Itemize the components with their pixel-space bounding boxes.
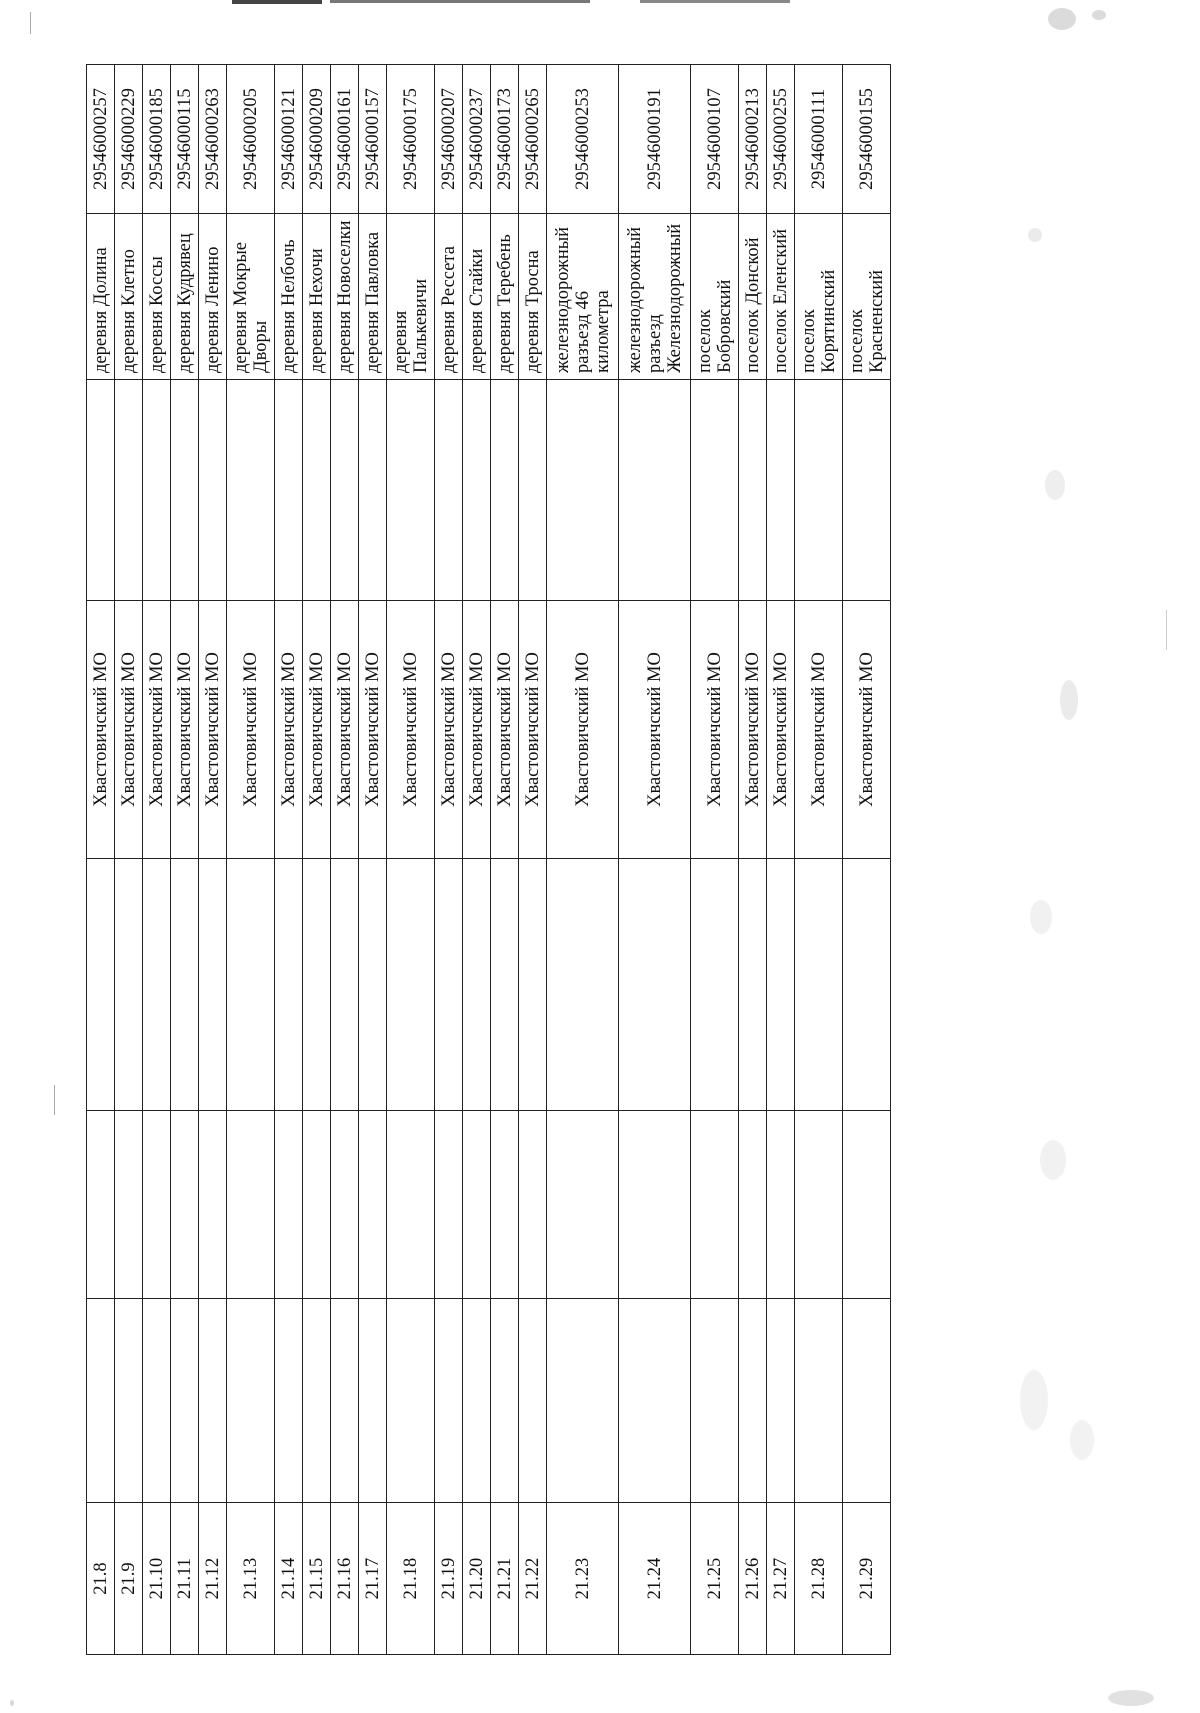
municipality-cell: Хвастовичский МО bbox=[619, 601, 691, 859]
row-number-cell: 21.19 bbox=[435, 1503, 463, 1655]
row-number-cell: 21.15 bbox=[303, 1503, 331, 1655]
row-number-cell: 21.20 bbox=[463, 1503, 491, 1655]
empty-cell bbox=[275, 859, 303, 1111]
scan-line bbox=[54, 1085, 55, 1115]
empty-cell bbox=[767, 1299, 795, 1503]
oktmo-code-cell: 29546000121 bbox=[275, 65, 303, 214]
empty-cell bbox=[87, 1299, 115, 1503]
municipality-cell: Хвастовичский МО bbox=[767, 601, 795, 859]
empty-cell bbox=[115, 1299, 143, 1503]
municipality-cell: Хвастовичский МО bbox=[227, 601, 275, 859]
empty-cell bbox=[387, 1111, 435, 1299]
empty-cell bbox=[171, 859, 199, 1111]
table-row bbox=[227, 65, 275, 1655]
empty-cell bbox=[795, 859, 843, 1111]
table-row bbox=[519, 65, 547, 1655]
row-number-cell: 21.27 bbox=[767, 1503, 795, 1655]
empty-cell bbox=[275, 1111, 303, 1299]
empty-cell bbox=[143, 1299, 171, 1503]
empty-cell bbox=[435, 1111, 463, 1299]
empty-cell bbox=[331, 1299, 359, 1503]
table-row bbox=[303, 65, 331, 1655]
scan-speck bbox=[1030, 900, 1052, 934]
empty-cell bbox=[303, 1111, 331, 1299]
empty-cell bbox=[227, 859, 275, 1111]
table-row bbox=[171, 65, 199, 1655]
empty-cell bbox=[519, 859, 547, 1111]
scan-speck bbox=[10, 1700, 14, 1706]
table-body bbox=[87, 65, 891, 1655]
empty-cell bbox=[843, 859, 891, 1111]
empty-cell bbox=[227, 380, 275, 601]
empty-cell bbox=[87, 859, 115, 1111]
table-row bbox=[359, 65, 387, 1655]
table-row bbox=[115, 65, 143, 1655]
table-row bbox=[87, 65, 115, 1655]
settlement-name-cell: деревня Клетно bbox=[115, 214, 143, 380]
table-row bbox=[199, 65, 227, 1655]
empty-cell bbox=[143, 859, 171, 1111]
settlement-name-cell: деревня Павловка bbox=[359, 214, 387, 380]
row-number-cell: 21.12 bbox=[199, 1503, 227, 1655]
empty-cell bbox=[387, 380, 435, 601]
municipality-cell: Хвастовичский МО bbox=[795, 601, 843, 859]
empty-cell bbox=[547, 1299, 619, 1503]
empty-cell bbox=[435, 1299, 463, 1503]
oktmo-code-cell: 29546000155 bbox=[843, 65, 891, 214]
empty-cell bbox=[143, 1111, 171, 1299]
table-row bbox=[739, 65, 767, 1655]
settlement-name-cell: поселок Бобровский bbox=[691, 214, 739, 380]
empty-cell bbox=[227, 1299, 275, 1503]
empty-cell bbox=[767, 859, 795, 1111]
oktmo-code-cell: 29546000263 bbox=[199, 65, 227, 214]
oktmo-code-cell: 29546000115 bbox=[171, 65, 199, 214]
municipality-cell: Хвастовичский МО bbox=[739, 601, 767, 859]
empty-cell bbox=[519, 380, 547, 601]
empty-cell bbox=[691, 380, 739, 601]
table-row bbox=[547, 65, 619, 1655]
empty-cell bbox=[387, 859, 435, 1111]
scan-speck bbox=[1045, 470, 1065, 500]
table-row bbox=[491, 65, 519, 1655]
oktmo-code-cell: 29546000175 bbox=[387, 65, 435, 214]
empty-cell bbox=[463, 380, 491, 601]
empty-cell bbox=[115, 380, 143, 601]
row-number-cell: 21.28 bbox=[795, 1503, 843, 1655]
settlement-name-cell: деревня Тросна bbox=[519, 214, 547, 380]
empty-cell bbox=[767, 1111, 795, 1299]
scan-edge-mark bbox=[640, 0, 790, 3]
settlement-name-cell: поселок Еленский bbox=[767, 214, 795, 380]
empty-cell bbox=[359, 1299, 387, 1503]
settlement-name-cell: железнодорожный разъезд 46 километра bbox=[547, 214, 619, 380]
empty-cell bbox=[795, 380, 843, 601]
empty-cell bbox=[275, 380, 303, 601]
row-number-cell: 21.8 bbox=[87, 1503, 115, 1655]
row-number-cell: 21.13 bbox=[227, 1503, 275, 1655]
empty-cell bbox=[547, 380, 619, 601]
row-number-cell: 21.10 bbox=[143, 1503, 171, 1655]
empty-cell bbox=[275, 1299, 303, 1503]
empty-cell bbox=[739, 859, 767, 1111]
scan-line bbox=[30, 12, 31, 34]
settlement-name-cell: деревня Коссы bbox=[143, 214, 171, 380]
empty-cell bbox=[619, 1111, 691, 1299]
oktmo-code-cell: 29546000237 bbox=[463, 65, 491, 214]
empty-cell bbox=[619, 380, 691, 601]
empty-cell bbox=[619, 859, 691, 1111]
settlement-name-cell: деревня Мокрые Дворы bbox=[227, 214, 275, 380]
municipality-cell: Хвастовичский МО bbox=[303, 601, 331, 859]
municipality-cell: Хвастовичский МО bbox=[171, 601, 199, 859]
municipality-cell: Хвастовичский МО bbox=[331, 601, 359, 859]
row-number-cell: 21.11 bbox=[171, 1503, 199, 1655]
row-number-cell: 21.29 bbox=[843, 1503, 891, 1655]
settlement-name-cell: деревня Долина bbox=[87, 214, 115, 380]
scan-speck bbox=[1020, 1370, 1048, 1430]
municipality-cell: Хвастовичский МО bbox=[691, 601, 739, 859]
empty-cell bbox=[115, 1111, 143, 1299]
empty-cell bbox=[331, 1111, 359, 1299]
empty-cell bbox=[519, 1299, 547, 1503]
empty-cell bbox=[171, 380, 199, 601]
row-number-cell: 21.18 bbox=[387, 1503, 435, 1655]
oktmo-code-cell: 29546000265 bbox=[519, 65, 547, 214]
municipality-cell: Хвастовичский МО bbox=[547, 601, 619, 859]
oktmo-code-cell: 29546000191 bbox=[619, 65, 691, 214]
row-number-cell: 21.17 bbox=[359, 1503, 387, 1655]
empty-cell bbox=[331, 859, 359, 1111]
table-row bbox=[435, 65, 463, 1655]
table-row bbox=[767, 65, 795, 1655]
scan-speck bbox=[1028, 228, 1042, 242]
empty-cell bbox=[303, 1299, 331, 1503]
scan-line bbox=[1166, 610, 1167, 650]
empty-cell bbox=[303, 859, 331, 1111]
settlement-name-cell: деревня Нехочи bbox=[303, 214, 331, 380]
empty-cell bbox=[87, 1111, 115, 1299]
empty-cell bbox=[491, 859, 519, 1111]
row-number-cell: 21.23 bbox=[547, 1503, 619, 1655]
table-row bbox=[331, 65, 359, 1655]
empty-cell bbox=[359, 380, 387, 601]
empty-cell bbox=[491, 1111, 519, 1299]
settlement-name-cell: поселок Красненский bbox=[843, 214, 891, 380]
row-number-cell: 21.21 bbox=[491, 1503, 519, 1655]
empty-cell bbox=[463, 1299, 491, 1503]
table-row bbox=[843, 65, 891, 1655]
settlement-name-cell: железнодорожный разъезд Железнодорожный bbox=[619, 214, 691, 380]
empty-cell bbox=[547, 859, 619, 1111]
oktmo-code-cell: 29546000205 bbox=[227, 65, 275, 214]
row-number-cell: 21.14 bbox=[275, 1503, 303, 1655]
empty-cell bbox=[795, 1111, 843, 1299]
oktmo-code-cell: 29546000257 bbox=[87, 65, 115, 214]
scan-edge-mark bbox=[232, 0, 322, 4]
empty-cell bbox=[519, 1111, 547, 1299]
table-row bbox=[143, 65, 171, 1655]
empty-cell bbox=[739, 380, 767, 601]
table-row bbox=[463, 65, 491, 1655]
oktmo-code-cell: 29546000229 bbox=[115, 65, 143, 214]
empty-cell bbox=[843, 380, 891, 601]
empty-cell bbox=[227, 1111, 275, 1299]
table-row bbox=[387, 65, 435, 1655]
empty-cell bbox=[359, 859, 387, 1111]
scan-speck bbox=[1092, 10, 1106, 20]
municipality-cell: Хвастовичский МО bbox=[199, 601, 227, 859]
row-number-cell: 21.24 bbox=[619, 1503, 691, 1655]
empty-cell bbox=[795, 1299, 843, 1503]
settlement-name-cell: деревня Палькевичи bbox=[387, 214, 435, 380]
municipality-cell: Хвастовичский МО bbox=[519, 601, 547, 859]
empty-cell bbox=[619, 1299, 691, 1503]
empty-cell bbox=[171, 1111, 199, 1299]
settlement-name-cell: деревня Рессета bbox=[435, 214, 463, 380]
empty-cell bbox=[767, 380, 795, 601]
oktmo-code-cell: 29546000185 bbox=[143, 65, 171, 214]
empty-cell bbox=[691, 1299, 739, 1503]
municipality-cell: Хвастовичский МО bbox=[491, 601, 519, 859]
empty-cell bbox=[691, 859, 739, 1111]
table-row bbox=[795, 65, 843, 1655]
row-number-cell: 21.25 bbox=[691, 1503, 739, 1655]
settlement-name-cell: поселок Корятинский bbox=[795, 214, 843, 380]
municipality-cell: Хвастовичский МО bbox=[143, 601, 171, 859]
municipality-cell: Хвастовичский МО bbox=[387, 601, 435, 859]
empty-cell bbox=[387, 1299, 435, 1503]
table-row bbox=[275, 65, 303, 1655]
settlement-name-cell: поселок Донской bbox=[739, 214, 767, 380]
municipality-cell: Хвастовичский МО bbox=[275, 601, 303, 859]
empty-cell bbox=[547, 1111, 619, 1299]
empty-cell bbox=[463, 859, 491, 1111]
settlement-name-cell: деревня Теребень bbox=[491, 214, 519, 380]
settlement-name-cell: деревня Ленино bbox=[199, 214, 227, 380]
empty-cell bbox=[359, 1111, 387, 1299]
empty-cell bbox=[115, 859, 143, 1111]
scan-speck bbox=[1070, 1420, 1094, 1460]
empty-cell bbox=[303, 380, 331, 601]
oktmo-code-cell: 29546000255 bbox=[767, 65, 795, 214]
oktmo-code-cell: 29546000161 bbox=[331, 65, 359, 214]
scan-speck bbox=[1048, 8, 1076, 30]
empty-cell bbox=[199, 859, 227, 1111]
row-number-cell: 21.22 bbox=[519, 1503, 547, 1655]
oktmo-code-cell: 29546000107 bbox=[691, 65, 739, 214]
empty-cell bbox=[199, 380, 227, 601]
empty-cell bbox=[143, 380, 171, 601]
empty-cell bbox=[491, 1299, 519, 1503]
settlement-name-cell: деревня Новоселки bbox=[331, 214, 359, 380]
scan-speck bbox=[1108, 1690, 1154, 1706]
empty-cell bbox=[739, 1299, 767, 1503]
oktmo-code-cell: 29546000157 bbox=[359, 65, 387, 214]
rotated-table-wrapper bbox=[86, 65, 1014, 1655]
municipality-cell: Хвастовичский МО bbox=[115, 601, 143, 859]
oktmo-code-cell: 29546000207 bbox=[435, 65, 463, 214]
oktmo-code-cell: 29546000111 bbox=[795, 65, 843, 214]
table-row bbox=[619, 65, 691, 1655]
empty-cell bbox=[843, 1299, 891, 1503]
empty-cell bbox=[171, 1299, 199, 1503]
municipality-cell: Хвастовичский МО bbox=[359, 601, 387, 859]
oktmo-code-cell: 29546000173 bbox=[491, 65, 519, 214]
oktmo-code-cell: 29546000253 bbox=[547, 65, 619, 214]
scan-speck bbox=[1060, 680, 1078, 720]
scan-edge-mark bbox=[330, 0, 590, 3]
row-number-cell: 21.26 bbox=[739, 1503, 767, 1655]
empty-cell bbox=[331, 380, 359, 601]
municipality-cell: Хвастовичский МО bbox=[463, 601, 491, 859]
row-number-cell: 21.9 bbox=[115, 1503, 143, 1655]
table-row bbox=[691, 65, 739, 1655]
empty-cell bbox=[435, 859, 463, 1111]
oktmo-code-cell: 29546000209 bbox=[303, 65, 331, 214]
empty-cell bbox=[739, 1111, 767, 1299]
empty-cell bbox=[463, 1111, 491, 1299]
empty-cell bbox=[491, 380, 519, 601]
empty-cell bbox=[435, 380, 463, 601]
settlement-name-cell: деревня Нелбочь bbox=[275, 214, 303, 380]
empty-cell bbox=[87, 380, 115, 601]
settlement-name-cell: деревня Стайки bbox=[463, 214, 491, 380]
oktmo-code-cell: 29546000213 bbox=[739, 65, 767, 214]
empty-cell bbox=[691, 1111, 739, 1299]
scan-speck bbox=[1040, 1140, 1066, 1180]
municipality-cell: Хвастовичский МО bbox=[87, 601, 115, 859]
empty-cell bbox=[843, 1111, 891, 1299]
empty-cell bbox=[199, 1111, 227, 1299]
row-number-cell: 21.16 bbox=[331, 1503, 359, 1655]
empty-cell bbox=[199, 1299, 227, 1503]
settlement-name-cell: деревня Кудрявец bbox=[171, 214, 199, 380]
municipality-cell: Хвастовичский МО bbox=[435, 601, 463, 859]
municipality-cell: Хвастовичский МО bbox=[843, 601, 891, 859]
settlements-table bbox=[86, 64, 891, 1655]
